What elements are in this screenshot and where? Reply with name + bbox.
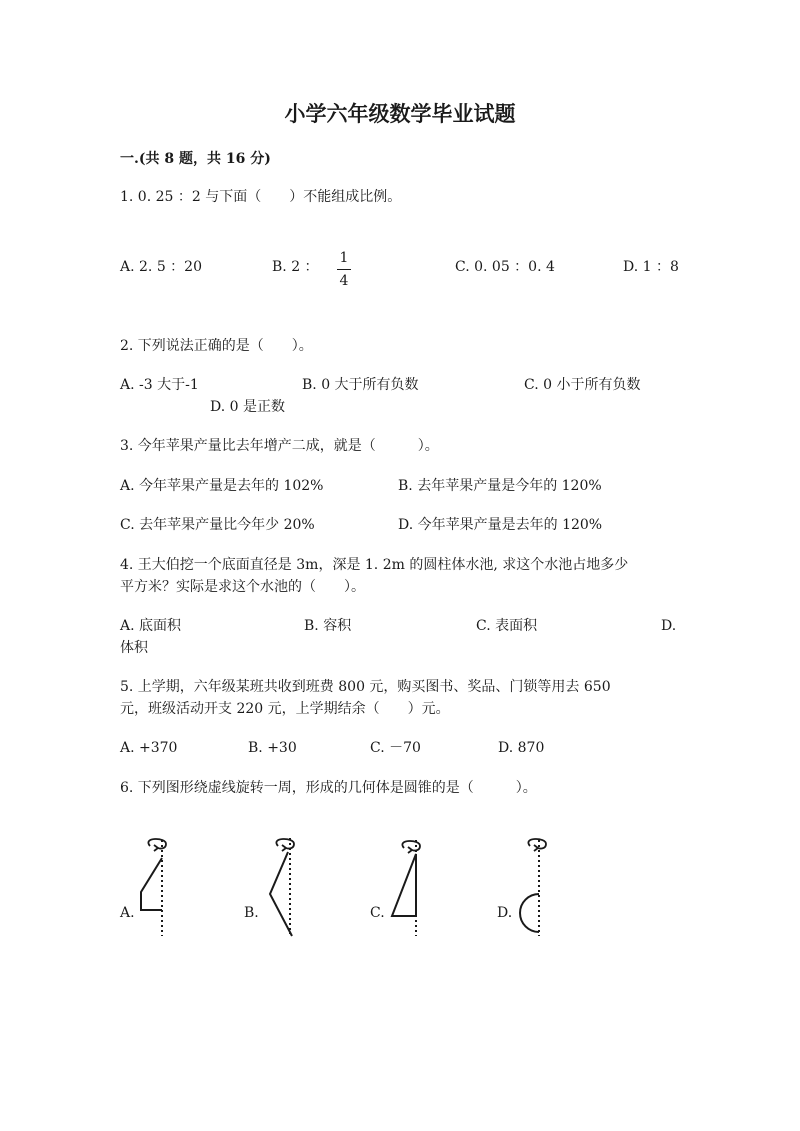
- q4-option-d: D.: [661, 618, 677, 634]
- q4-option-b: B. 容积: [304, 618, 352, 634]
- fraction-denominator: 4: [339, 273, 349, 289]
- page-title: 小学六年级数学毕业试题: [284, 101, 516, 126]
- q2-option-c: C. 0 小于所有负数: [524, 377, 641, 393]
- question-5-stem-line-1: 5. 上学期，六年级某班共收到班费 800 元，购买图书、奖品、门锁等用去 650: [120, 679, 611, 695]
- q1-option-d: D. 1 ：8: [623, 259, 679, 275]
- q1-option-b-fraction: [337, 250, 351, 289]
- q6-option-b: B.: [244, 905, 259, 921]
- q5-option-b: B. +30: [248, 740, 297, 756]
- q4-option-d-text: 体积: [120, 640, 148, 656]
- question-6-stem: 6. 下列图形绕虚线旋转一周，形成的几何体是圆锥的是（ ）。: [120, 780, 537, 796]
- q2-option-a: A. -3 大于-1: [120, 377, 199, 393]
- q3-option-c: C. 去年苹果产量比今年少 20%: [120, 517, 315, 533]
- q5-option-a: A. +370: [120, 740, 178, 756]
- q3-option-d: D. 今年苹果产量是去年的 120%: [398, 517, 603, 533]
- q1-option-a: A. 2. 5 ：20: [120, 259, 202, 275]
- q1-option-b: B. 2 ：: [272, 259, 319, 275]
- fraction-bar: [337, 269, 351, 270]
- question-5-stem-line-2: 元，班级活动开支 220 元，上学期结余（ ）元。: [120, 701, 450, 717]
- question-4-stem-line-2: 平方米？实际是求这个水池的（ ）。: [120, 579, 365, 595]
- q4-option-c: C. 表面积: [476, 618, 538, 634]
- q5-option-c: C. －70: [370, 740, 421, 756]
- trapezoid-rotation-icon: [138, 834, 178, 938]
- q3-option-a: A. 今年苹果产量是去年的 102%: [120, 478, 324, 494]
- section-heading: 一.(共 8 题，共 16 分): [120, 151, 271, 167]
- q5-option-d: D. 870: [498, 740, 545, 756]
- q6-option-d: D.: [497, 905, 513, 921]
- question-3-stem: 3. 今年苹果产量比去年增产二成，就是（ ）。: [120, 438, 439, 454]
- semicircle-rotation-icon: [514, 834, 558, 938]
- q3-option-b: B. 去年苹果产量是今年的 120%: [398, 478, 602, 494]
- question-4-stem-line-1: 4. 王大伯挖一个底面直径是 3m，深是 1. 2m 的圆柱体水池, 求这个水池占地多少: [120, 557, 629, 573]
- question-2-stem: 2. 下列说法正确的是（ ）。: [120, 338, 313, 354]
- q4-option-a: A. 底面积: [120, 618, 182, 634]
- question-1-stem: 1. 0. 25 ：2 与下面（ ）不能组成比例。: [120, 189, 402, 205]
- right-triangle-rotation-icon: [387, 834, 427, 938]
- q2-option-b: B. 0 大于所有负数: [302, 377, 419, 393]
- q6-option-c: C.: [370, 905, 385, 921]
- q1-option-c: C. 0. 05 ：0. 4: [455, 259, 555, 275]
- fraction-numerator: 1: [339, 250, 349, 266]
- q6-option-a: A.: [120, 905, 135, 921]
- triangle-rotation-icon: [265, 834, 305, 938]
- q2-option-d: D. 0 是正数: [210, 399, 285, 415]
